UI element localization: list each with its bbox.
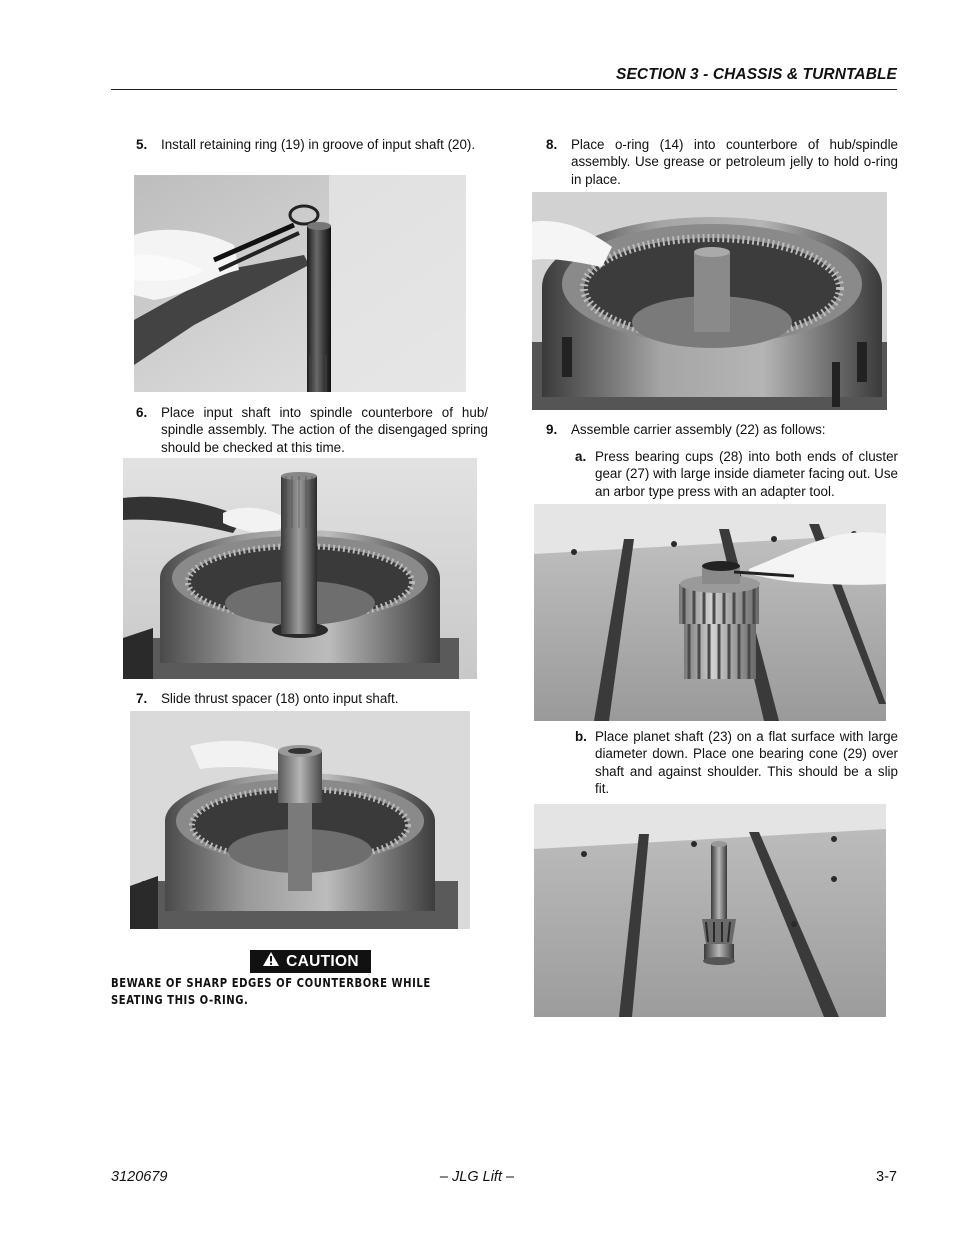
footer-center: – JLG Lift –	[439, 1169, 515, 1185]
photo-planet-shaft-bearing	[534, 804, 886, 1017]
substep-text: Place planet shaft (23) on a flat surface with large diameter down. Place one bearing cone (29) over shaft and against shoulder. This should be a slip fit.	[595, 729, 898, 796]
photo-cluster-gear-press	[534, 504, 886, 721]
step-number: 7.	[136, 691, 148, 706]
step-text: Slide thrust spacer (18) onto input shaft.	[161, 691, 399, 706]
photo-input-shaft-in-hub	[123, 458, 477, 679]
step-number: 8.	[546, 137, 558, 152]
substep-letter: a.	[575, 449, 587, 464]
caution-badge	[250, 950, 371, 973]
header-rule	[111, 89, 897, 90]
substep-b	[575, 728, 898, 797]
step-number: 9.	[546, 422, 558, 437]
step-9	[546, 421, 898, 438]
substep-letter: b.	[575, 729, 587, 744]
step-text: Place o-ring (14) into counterbore of hub/spindle assembly. Use grease or petroleum jelly to hold o-ring in place.	[571, 137, 898, 187]
section-title: SECTION 3 - CHASSIS & TURNTABLE	[616, 66, 897, 83]
substep-a	[575, 448, 898, 500]
footer-page-number: 3-7	[876, 1169, 897, 1185]
step-7	[136, 690, 488, 707]
footer-doc-number: 3120679	[111, 1169, 168, 1185]
photo-thrust-spacer	[130, 711, 470, 929]
step-8	[546, 136, 898, 188]
step-number: 6.	[136, 405, 148, 420]
substep-text: Press bearing cups (28) into both ends of cluster gear (27) with large inside diameter facing out. Use an arbor type press with an adapter tool.	[595, 449, 898, 499]
photo-o-ring-install	[532, 192, 887, 410]
step-text: Assemble carrier assembly (22) as follows:	[571, 422, 826, 437]
photo-retaining-ring-install	[134, 175, 466, 392]
step-6	[136, 404, 488, 456]
step-5	[136, 136, 488, 153]
caution-label: CAUTION	[286, 952, 359, 970]
step-text: Install retaining ring (19) in groove of input shaft (20).	[161, 137, 476, 152]
caution-text: BEWARE OF SHARP EDGES OF COUNTERBORE WHILE SEATING THIS O-RING.	[111, 976, 431, 1007]
warning-triangle-icon	[262, 951, 280, 972]
step-number: 5.	[136, 137, 148, 152]
step-text: Place input shaft into spindle counterbore of hub/ spindle assembly. The action of the disengaged spring should be checked at this time.	[161, 405, 488, 455]
